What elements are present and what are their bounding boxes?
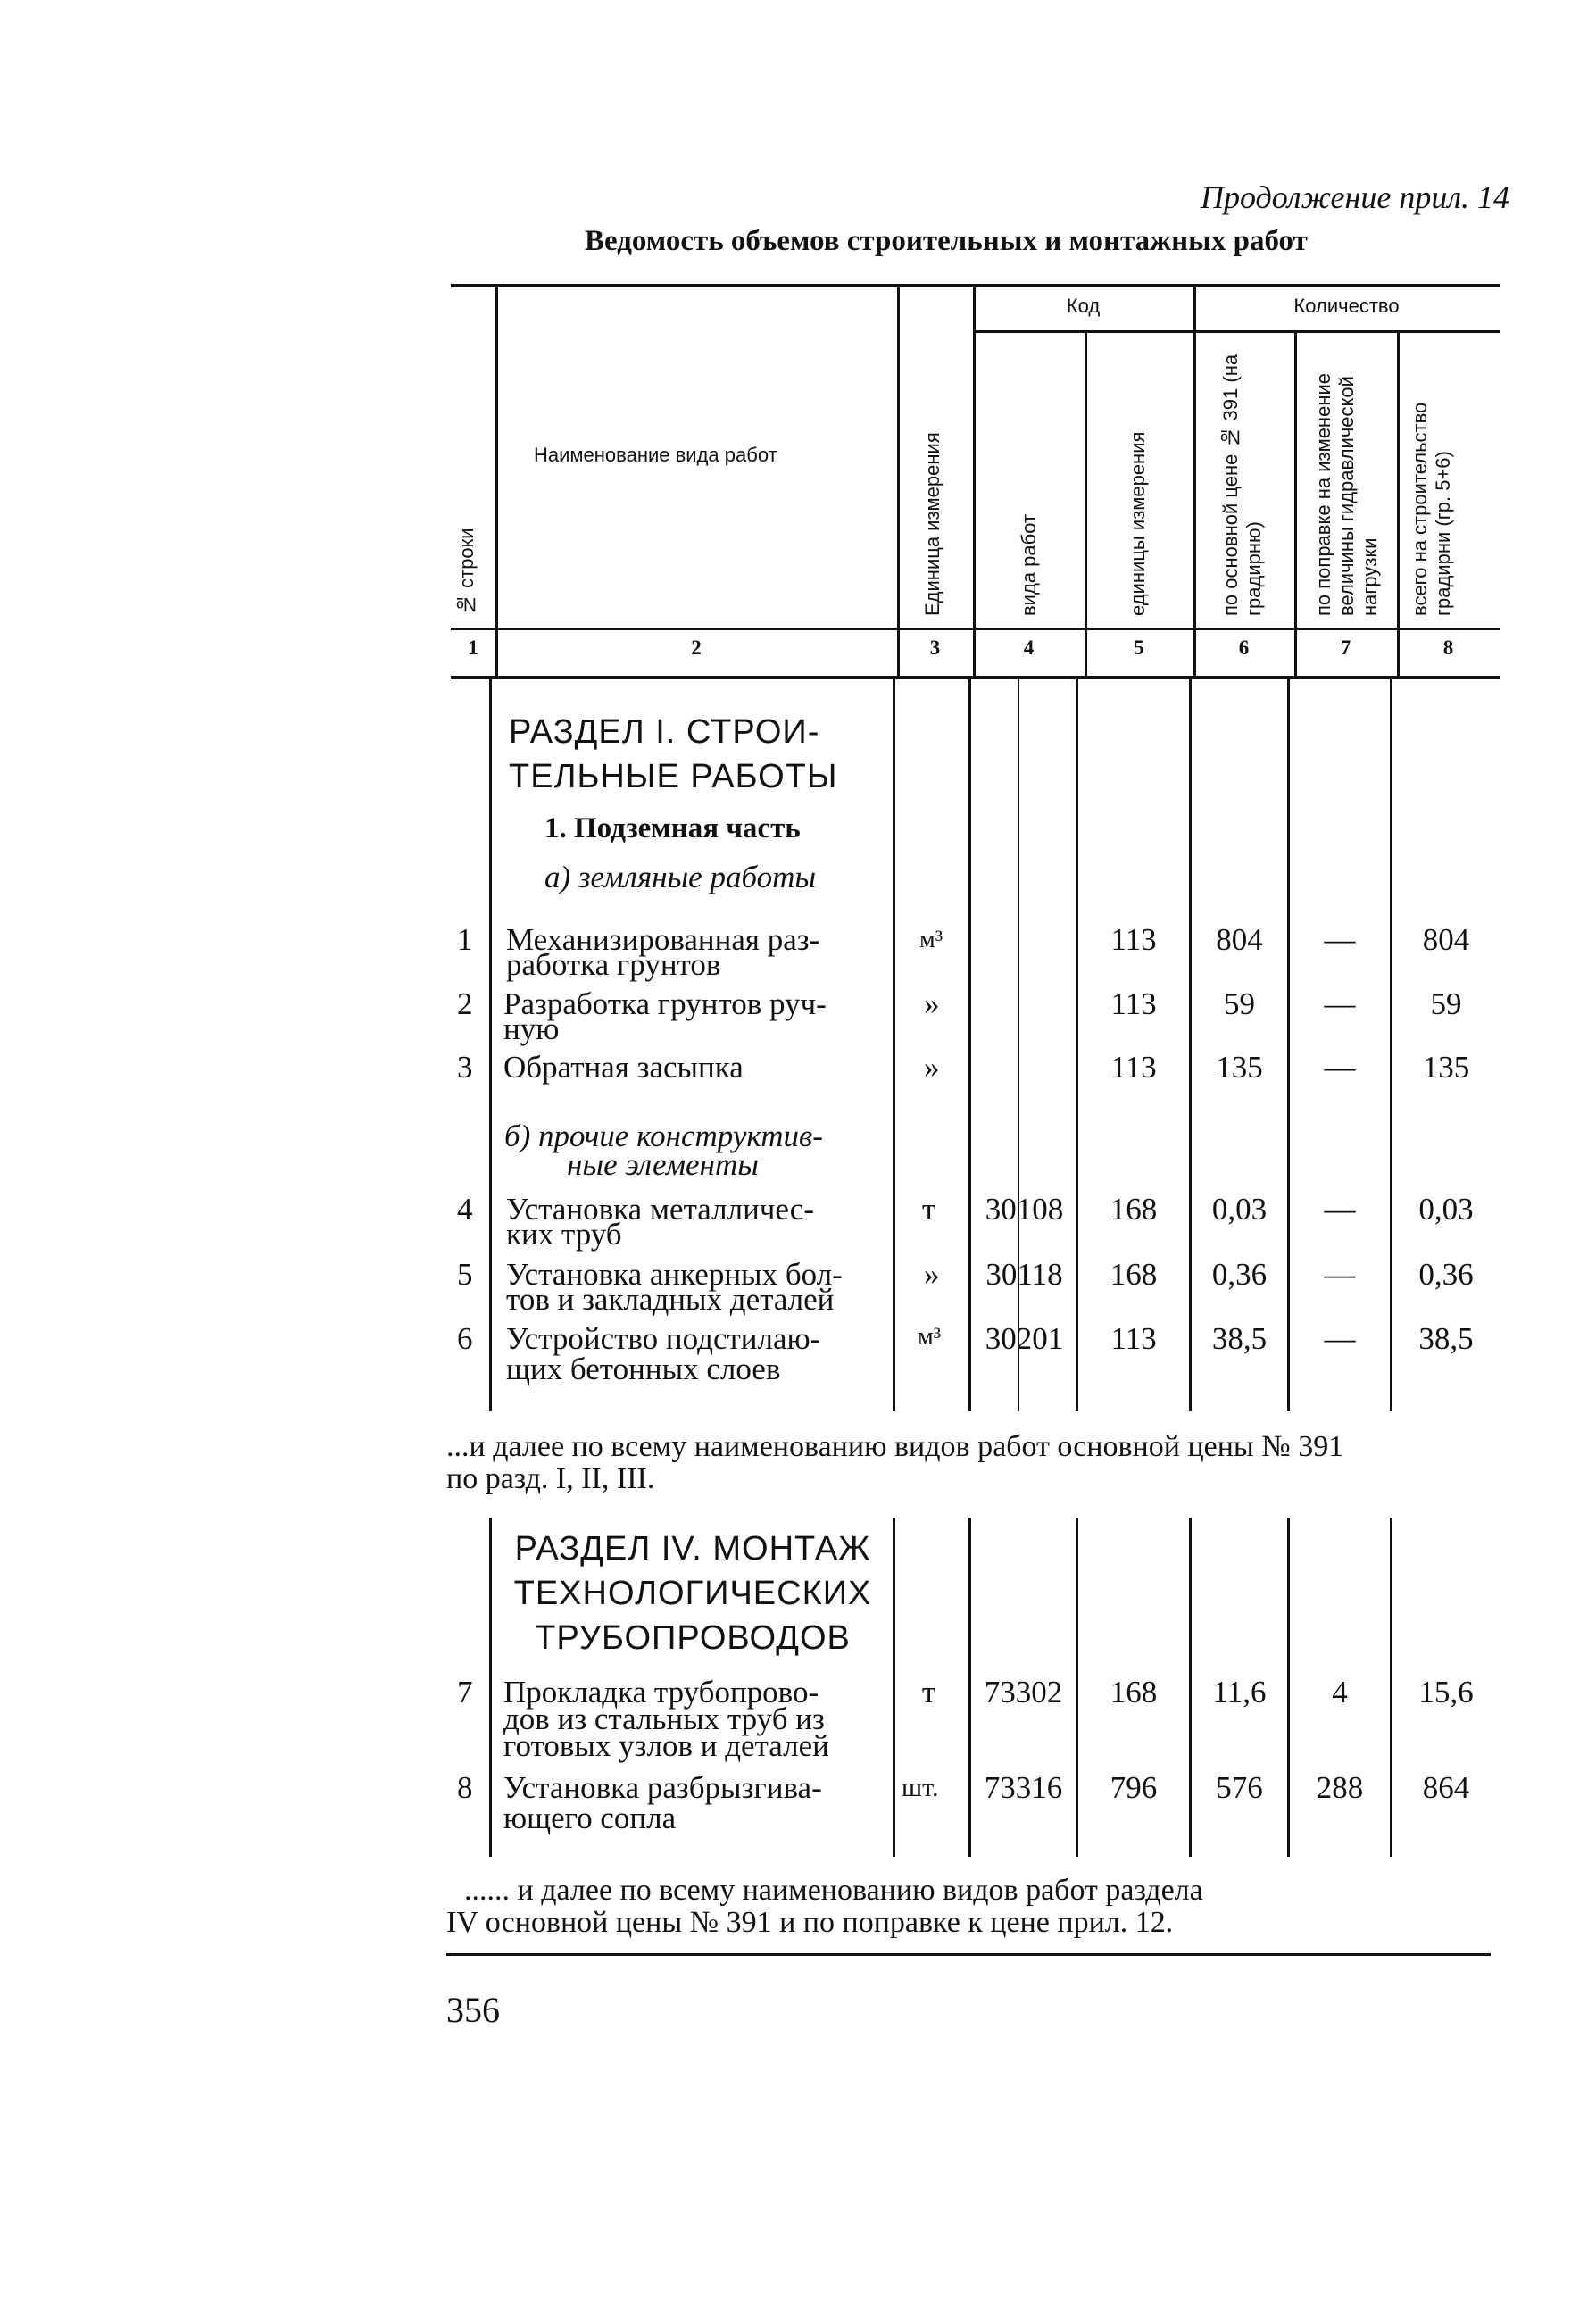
row-base: 0,36	[1211, 1257, 1268, 1292]
col-divider	[1085, 332, 1087, 676]
section-4-title-line: ТРУБОПРОВОДОВ	[535, 1619, 851, 1657]
row-total: 804	[1422, 922, 1470, 957]
row-code-work: 73302	[984, 1675, 1063, 1710]
row-number: 2	[457, 986, 473, 1021]
row-unit: м³	[919, 926, 943, 953]
header-bottom-rule	[451, 676, 1500, 679]
qty-group-label: Количество	[1293, 295, 1400, 317]
section-4-title	[493, 1527, 893, 1660]
row-code-unit: 168	[1110, 1675, 1158, 1710]
row-number: 6	[457, 1321, 473, 1356]
row-total: 0,36	[1418, 1257, 1474, 1292]
row-name-line: Механизированная раз-	[506, 922, 820, 957]
col-number: 3	[929, 636, 941, 659]
row-total: 15,6	[1418, 1675, 1474, 1710]
col-divider	[973, 287, 976, 676]
row-unit: т	[922, 1192, 936, 1227]
note-line: ...... и далее по всему наименованию видов работ раздела	[464, 1874, 1203, 1907]
row-base: 135	[1216, 1050, 1263, 1085]
col-divider	[1294, 332, 1297, 676]
row-name-line: Прокладка трубопрово-	[503, 1675, 819, 1710]
qty-group-rule	[1193, 330, 1500, 333]
note-continuation	[446, 1875, 1203, 1939]
page-bottom-rule	[446, 1953, 1491, 1956]
row-base: 0,03	[1211, 1192, 1268, 1227]
subsection-title: 1. Подземная часть	[544, 812, 801, 844]
row-name-line: щих бетонных слоев	[506, 1352, 781, 1386]
row-total: 864	[1422, 1770, 1470, 1805]
header-name: Наименование вида работ	[534, 444, 777, 466]
note-line: по разд. I, II, III.	[446, 1462, 655, 1495]
code-group-label: Код	[1066, 295, 1101, 317]
row-number: 3	[457, 1050, 473, 1085]
page-number: 356	[446, 1990, 500, 2030]
section-4-title-line: ТЕХНОЛОГИЧЕСКИХ	[513, 1575, 872, 1612]
row-number: 1	[457, 922, 473, 957]
header-qty-correction: по поправке на изменение величины гидравлической нагрузки	[1312, 373, 1381, 616]
section-1-title	[509, 710, 838, 799]
note-line: IV основной цены № 391 и по поправке к цене прил. 12.	[446, 1906, 1174, 1939]
col-number: 6	[1238, 636, 1250, 659]
header-rule	[451, 628, 1500, 630]
row-base: 59	[1224, 986, 1255, 1021]
row-code-unit: 113	[1110, 1050, 1157, 1085]
row-base: 804	[1216, 922, 1263, 957]
row-name-line: тов и закладных деталей	[506, 1282, 835, 1317]
group-b-title	[504, 1120, 823, 1181]
row-name-line: ких труб	[506, 1217, 622, 1252]
note-line: ...и далее по всему наименованию видов работ основной цены № 391	[446, 1430, 1344, 1463]
row-name	[506, 1259, 843, 1316]
col-divider	[495, 287, 498, 676]
row-code-unit: 168	[1110, 1192, 1158, 1227]
row-name	[506, 1323, 820, 1385]
header-code-unit: единицы измерения	[1126, 431, 1149, 616]
row-unit: »	[924, 1257, 940, 1292]
col-divider	[893, 1518, 895, 1857]
row-total: 135	[1422, 1050, 1470, 1085]
row-corr: 288	[1316, 1770, 1364, 1805]
row-total: 38,5	[1418, 1321, 1474, 1356]
row-name	[506, 924, 819, 981]
row-number: 8	[457, 1770, 473, 1805]
row-unit: »	[924, 986, 940, 1021]
row-base: 11,6	[1212, 1675, 1267, 1710]
row-name	[503, 988, 827, 1045]
header-row-no: № строки	[455, 528, 478, 616]
col-number: 8	[1442, 636, 1454, 659]
col-divider	[489, 679, 492, 1411]
row-number: 7	[457, 1675, 473, 1710]
col-number: 4	[1023, 636, 1035, 659]
row-corr: —	[1324, 986, 1356, 1021]
row-name-line: Установка металличес-	[506, 1192, 814, 1227]
row-base: 576	[1216, 1770, 1263, 1805]
row-code-unit: 168	[1110, 1257, 1158, 1292]
row-unit: шт.	[902, 1773, 939, 1802]
row-code-work: 30108	[985, 1192, 1064, 1227]
row-corr: —	[1324, 1321, 1356, 1356]
col-number: 5	[1134, 636, 1144, 659]
row-name-line: ющего сопла	[503, 1801, 677, 1835]
page-caption: Продолжение прил. 14	[1201, 179, 1510, 215]
col-number: 1	[468, 636, 478, 659]
row-corr: —	[1324, 1050, 1356, 1085]
row-unit: т	[922, 1675, 936, 1710]
header-unit: Единица измерения	[921, 432, 943, 616]
col-number: 7	[1340, 636, 1351, 659]
group-a-title: а) земляные работы	[544, 860, 817, 894]
group-b-title-line: ные элементы	[567, 1147, 759, 1182]
row-name-line: ную	[503, 1011, 560, 1046]
col-divider	[897, 287, 900, 676]
header-qty-base: по основной цене № 391 (на градирню)	[1219, 354, 1265, 616]
row-name: Обратная засыпка	[503, 1050, 744, 1085]
row-name-line: Установка анкерных бол-	[506, 1257, 843, 1292]
col-divider	[489, 1518, 492, 1857]
section-1-title-line: ТЕЛЬНЫЕ РАБОТЫ	[509, 758, 838, 795]
row-name	[503, 1772, 822, 1834]
row-name-line: работка грунтов	[506, 947, 721, 982]
row-base: 38,5	[1211, 1321, 1268, 1356]
row-name-line: Устройство подстилаю-	[506, 1321, 821, 1356]
row-code-unit: 113	[1110, 1321, 1157, 1356]
col-divider	[1076, 679, 1078, 1411]
row-number: 5	[457, 1257, 473, 1292]
row-corr: 4	[1332, 1675, 1348, 1710]
row-number: 4	[457, 1192, 473, 1227]
row-name-line: Установка разбрызгива-	[503, 1770, 822, 1805]
section-1-title-line: РАЗДЕЛ I. СТРОИ-	[509, 713, 820, 751]
col-divider	[1397, 332, 1400, 676]
row-code-work: 73316	[984, 1770, 1063, 1805]
table-title: Ведомость объемов строительных и монтажных работ	[585, 225, 1308, 257]
header-qty-total: всего на строительство градирни (гр. 5+6)	[1409, 402, 1454, 616]
section-4-title-line: РАЗДЕЛ IV. МОНТАЖ	[514, 1530, 871, 1568]
col-divider	[1390, 679, 1392, 1411]
row-name-line: Разработка грунтов руч-	[503, 986, 827, 1021]
col-divider	[893, 679, 895, 1411]
col-divider	[1287, 679, 1290, 1411]
group-b-title-line: б) прочие конструктив-	[504, 1119, 823, 1153]
row-code-unit: 796	[1110, 1770, 1158, 1805]
col-divider	[1189, 679, 1192, 1411]
row-code-work: 30201	[985, 1321, 1064, 1356]
row-unit: м³	[918, 1323, 942, 1351]
row-total: 59	[1430, 986, 1462, 1021]
row-corr: —	[1324, 922, 1356, 957]
row-name-line: дов из стальных труб из	[503, 1701, 825, 1736]
row-name-line: готовых узлов и деталей	[503, 1728, 829, 1763]
col-divider	[1193, 287, 1196, 676]
row-code-unit: 113	[1110, 986, 1157, 1021]
row-code-work: 30118	[985, 1257, 1063, 1292]
row-corr: —	[1324, 1192, 1356, 1227]
row-corr: —	[1324, 1257, 1356, 1292]
code-split-line	[1018, 679, 1019, 1411]
note-continuation	[446, 1431, 1343, 1495]
col-number: 2	[691, 636, 702, 659]
row-name	[506, 1194, 814, 1251]
header-code-work: вида работ	[1018, 513, 1040, 616]
row-code-unit: 113	[1110, 922, 1157, 957]
row-name	[503, 1676, 829, 1762]
code-group-rule	[973, 330, 1193, 333]
row-total: 0,03	[1418, 1192, 1474, 1227]
col-divider	[968, 679, 971, 1411]
row-unit: »	[924, 1050, 940, 1085]
